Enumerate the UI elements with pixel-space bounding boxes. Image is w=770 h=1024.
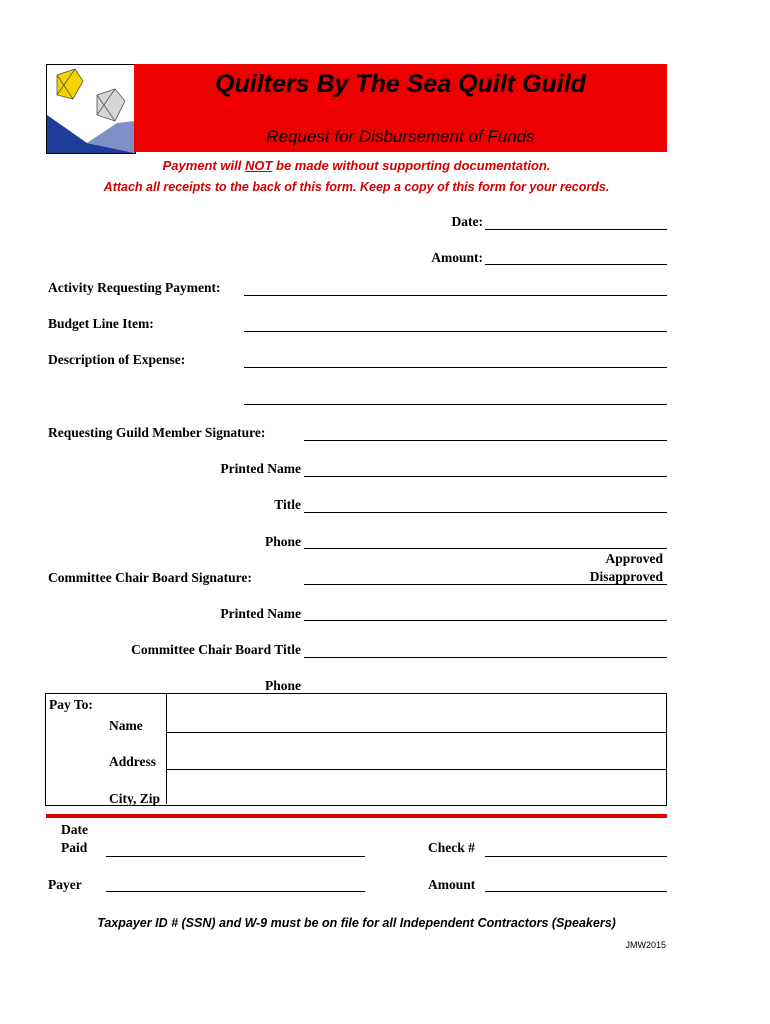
budget-label: Budget Line Item: (48, 316, 154, 331)
guild-logo (46, 64, 136, 154)
guild-name: Quilters By The Sea Quilt Guild (215, 70, 586, 98)
chair-title-field[interactable] (304, 657, 667, 658)
pay-to-name-label: Name (109, 718, 143, 733)
payer-label: Payer (48, 877, 82, 892)
pay-to-city-zip-field[interactable] (166, 770, 667, 804)
amount-label: Amount: (431, 250, 483, 265)
chair-phone-label: Phone (264, 678, 301, 693)
payment-amount-label: Amount (428, 877, 476, 892)
date-paid-label (61, 821, 88, 857)
form-code: JMW2015 (625, 940, 666, 950)
chair-signature-label: Committee Chair Board Signature: (48, 570, 252, 585)
date-field[interactable] (485, 229, 667, 230)
disapproved-option[interactable]: Disapproved (589, 569, 663, 584)
check-number-field[interactable] (485, 856, 667, 857)
pay-to-label: Pay To: (49, 697, 93, 712)
member-signature-label: Requesting Guild Member Signature: (48, 425, 266, 440)
amount-field[interactable] (485, 264, 667, 265)
description-field-1[interactable] (244, 367, 667, 368)
member-signature-field[interactable] (304, 440, 667, 441)
title-field[interactable] (304, 512, 667, 513)
date-label: Date: (451, 214, 483, 229)
phone-field[interactable] (304, 548, 667, 549)
check-number-label: Check # (428, 840, 475, 855)
pay-to-name-field[interactable] (166, 694, 667, 733)
chair-title-label: Committee Chair Board Title (131, 642, 301, 657)
payment-amount-field[interactable] (485, 891, 667, 892)
receipts-notice: Attach all receipts to the back of this form. Keep a copy of this form for your records. (103, 180, 610, 194)
date-paid-label-paid: Paid (61, 840, 88, 855)
pay-to-address-label: Address (109, 754, 157, 769)
chair-printed-name-field[interactable] (304, 620, 667, 621)
approved-option[interactable]: Approved (605, 551, 663, 566)
section-divider (46, 814, 667, 818)
printed-name-label: Printed Name (220, 461, 301, 476)
form-title: Request for Disbursement of Funds (266, 127, 535, 146)
taxpayer-note: Taxpayer ID # (SSN) and W-9 must be on file for all Independent Contractors (Speakers) (97, 916, 616, 930)
pay-to-address-field[interactable] (166, 733, 667, 770)
description-field-2[interactable] (244, 404, 667, 405)
description-label: Description of Expense: (48, 352, 186, 367)
printed-name-field[interactable] (304, 476, 667, 477)
date-paid-field[interactable] (106, 856, 365, 857)
chair-printed-name-label: Printed Name (220, 606, 301, 621)
activity-field[interactable] (244, 295, 667, 296)
chair-signature-field[interactable] (304, 584, 667, 585)
date-paid-label-date: Date (61, 822, 88, 837)
payer-field[interactable] (106, 891, 365, 892)
activity-label: Activity Requesting Payment: (48, 280, 221, 295)
documentation-notice: Payment will NOT be made without supporting documentation. (162, 158, 551, 173)
pay-to-city-zip-label: City, Zip (109, 791, 161, 806)
budget-field[interactable] (244, 331, 667, 332)
phone-label: Phone (264, 534, 301, 549)
title-label: Title (274, 497, 301, 512)
